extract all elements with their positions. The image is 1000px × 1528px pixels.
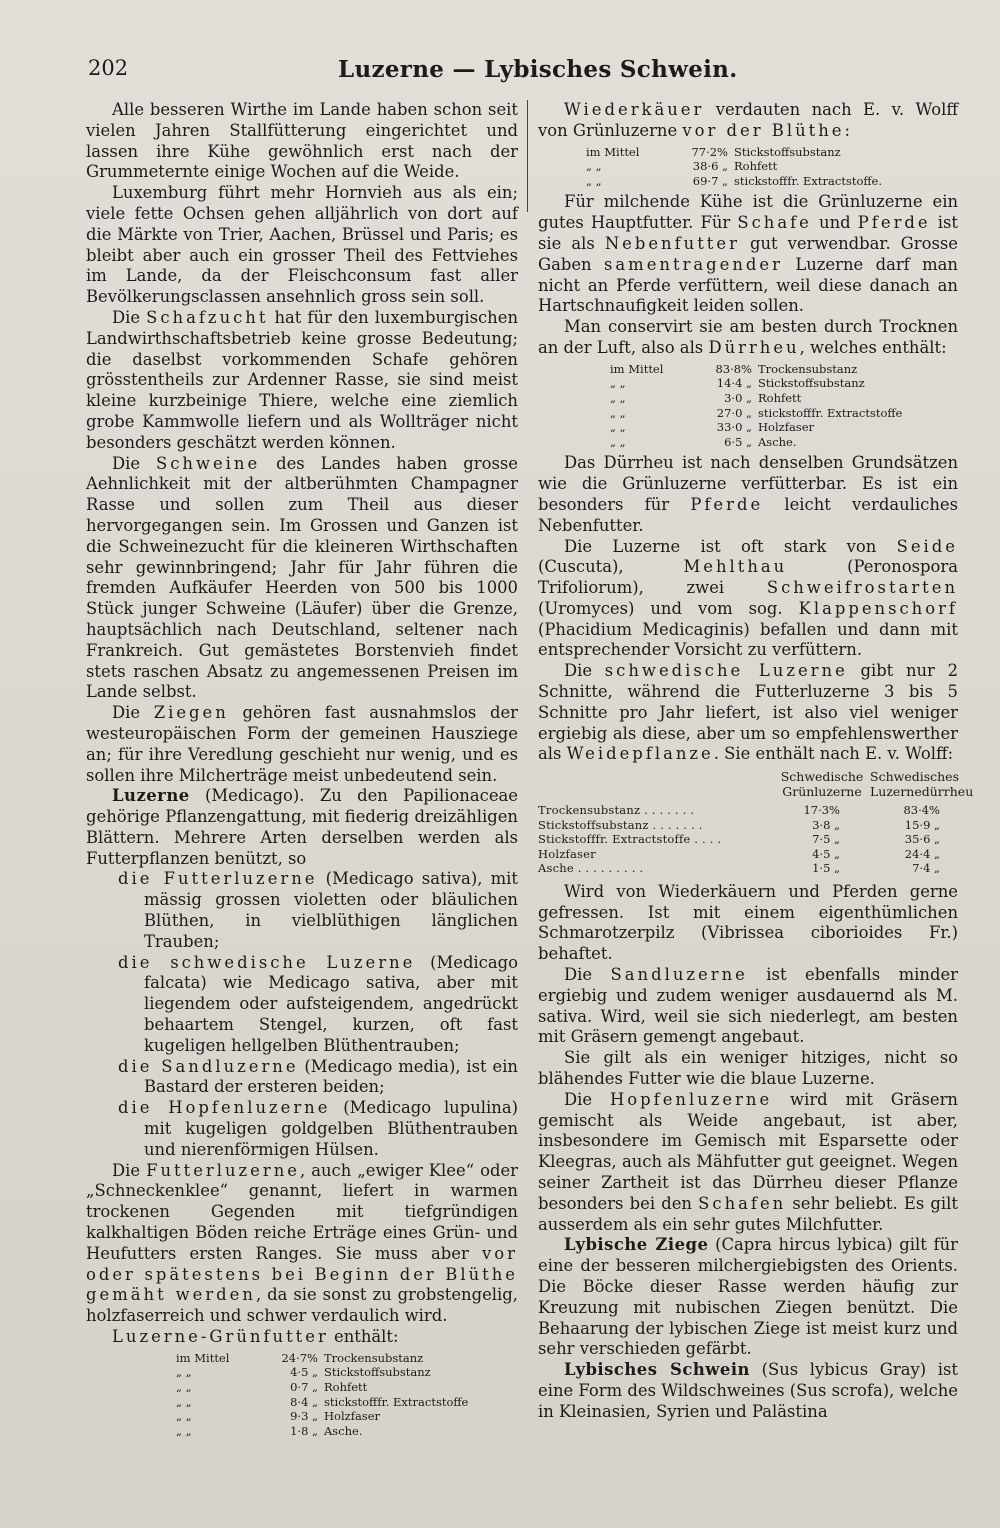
composition-row: „ „ 27·0 „ stickstofffr. Extractstoffe bbox=[610, 405, 903, 420]
paragraph-wiederkaeuer: Wiederkäuer verdauten nach E. v. Wolff von Grünluzerne vor der Blüthe: bbox=[538, 100, 958, 140]
table-row: Trockensubstanz . . . . . . . 17·3% 83·4% bbox=[538, 803, 940, 818]
composition-row: „ „ 8·4 „ stickstofffr. Extractstoffe bbox=[176, 1394, 469, 1409]
composition-row: „ „ 33·0 „ Holzfaser bbox=[610, 420, 815, 435]
running-title: Luzerne — Lybisches Schwein. bbox=[338, 56, 738, 83]
composition-row: im Mittel 77·2% Stickstoffsubstanz bbox=[586, 144, 841, 159]
paragraph-stallfuetterung: Alle besseren Wirthe im Lande haben schon seit vielen Jahren Stallfütterung eingerichtet und lassen ihre Kühe gewöhnlich erst nach der Grummeternte einige Wochen auf die Weide. bbox=[86, 100, 518, 182]
paragraph-wiederkaeuern-gefressen: Wird von Wiederkäuern und Pferden gerne gefressen. Ist mit einem eigenthümlichen Schmarotzerpilz (Vibrissea ciborioides Fr.) behaftet. bbox=[538, 881, 958, 964]
page-number: 202 bbox=[88, 56, 129, 80]
right-column bbox=[538, 100, 974, 1422]
paragraph-duerrheu: Das Dürrheu ist nach denselben Grundsätzen wie die Grünluzerne verfütterbar. Es ist ein besonders für Pferde leicht verdauliches Nebenfutter. bbox=[538, 453, 958, 535]
table-row: Holzfaser 4·5 „ 24·4 „ bbox=[538, 846, 940, 861]
species-sandluzerne: die Sandluzerne (Medicago media), ist ein Bastard der ersteren beiden; bbox=[118, 1056, 518, 1097]
paragraph-sandluzerne: Die Sandluzerne ist ebenfalls minder ergiebig und zudem weniger ausdauernd als M. sativa. Wird, weil sie sich niederlegt, am besten mit Gräsern gemengt angebaut. bbox=[538, 964, 958, 1047]
composition-row: im Mittel 83·8% Trockensubstanz bbox=[610, 361, 858, 376]
composition-row: „ „ 14·4 „ Stickstoffsubstanz bbox=[610, 376, 865, 391]
paragraph-conservirung: Man conservirt sie am besten durch Trocknen an der Luft, also als Dürrheu, welches enthält: bbox=[538, 317, 958, 357]
composition-row: „ „ 69·7 „ stickstofffr. Extractstoffe. bbox=[586, 173, 883, 188]
entry-lybische-ziege: Lybische Ziege (Capra hircus lybica) gilt für eine der besseren milchergiebigsten des Orients. Die Böcke dieser Rasse werden häufig zur Kreuzung mit nubischen Ziegen benützt. Die Behaarung der lybischen Ziege ist meist kurz und sehr verschieden gefärbt. bbox=[538, 1235, 958, 1359]
entry-heading: Luzerne bbox=[112, 786, 190, 806]
composition-row: „ „ 1·8 „ Asche. bbox=[176, 1423, 363, 1438]
composition-table-verdaut bbox=[538, 145, 958, 189]
column-header: Schwedisches Luzernedürrheu bbox=[870, 769, 974, 800]
paragraph-gruenfutter: Luzerne-Grünfutter enthält: bbox=[112, 1327, 399, 1347]
composition-table-duerrheu bbox=[538, 362, 958, 450]
composition-row: „ „ 9·3 „ Holzfaser bbox=[176, 1409, 381, 1424]
paragraph-hopfenluzerne: Die Hopfenluzerne wird mit Gräsern gemischt als Weide angebaut, ist aber, insbesondere im Gemisch mit Esparsette oder Kleegras, auch als Mähfutter gut geeignet. Wegen seiner Zartheit ist das Dürrheu dieser Pflanze besonders bei den Schafen sehr beliebt. Es gilt ausserdem als ein sehr gutes Milchfutter. bbox=[538, 1089, 958, 1234]
table-row: Asche . . . . . . . . . 1·5 „ 7·4 „ bbox=[538, 861, 940, 876]
column-rule bbox=[527, 100, 528, 212]
table-row: Stickstoffsubstanz . . . . . . . 3·8 „ 15·9 „ bbox=[538, 817, 940, 832]
paragraph-schweine: Die Schweine des Landes haben grosse Aehnlichkeit mit der altberühmten Champagner Rasse und sollen zum Theil aus dieser hervorgegangen sein. Im Grossen und Ganzen ist die Schweinezucht für die kleineren Wirthschaften sehr gewinnbringend; Jahr für Jahr führen die fremden Aufkäufer Heerden von 500 bis 1000 Stück junger Schweine (Läufer) über die Grenze, hauptsächlich nach Deutschland, seltener nach Frankreich. Gut gemästetes Borstenvieh findet stets raschen Absatz zu angemessenen Preisen im Lande selbst. bbox=[86, 453, 518, 702]
composition-row: „ „ 4·5 „ Stickstoffsubstanz bbox=[176, 1365, 431, 1380]
composition-row: „ „ 0·7 „ Rohfett bbox=[176, 1380, 368, 1394]
composition-row: „ „ 3·0 „ Rohfett bbox=[610, 390, 802, 405]
paragraph-hornvieh: Luxemburg führt mehr Hornvieh aus als ein; viele fette Ochsen gehen alljährlich von dort auf die Märkte von Trier, Aachen, Brüssel und Paris; es bleibt aber auch ein grosser Theil des Fettviehes im Lande, da der Fleischconsum fast aller Bevölkerungsclassen ansehnlich gross sein soll. bbox=[86, 183, 518, 307]
paragraph-hitziges-futter: Sie gilt als ein weniger hitziges, nicht so blähendes Futter wie die blaue Luzerne. bbox=[538, 1048, 958, 1088]
paragraph-ziegen: Die Ziegen gehören fast ausnahmslos der westeuropäischen Form der gemeinen Hausziege an; für ihre Veredlung geschieht nur wenig, und es sollen ihre Milcherträge meist unbedeutend sein. bbox=[86, 703, 518, 785]
composition-table-gruenfutter bbox=[86, 1351, 518, 1439]
comparison-table bbox=[538, 769, 974, 876]
species-futterluzerne: die Futterluzerne (Medicago sativa), mit mässig grossen violetten oder bläulichen Blüthen, in vielblüthigen länglichen Trauben; bbox=[118, 869, 518, 951]
paragraph-milchende-kuehe: Für milchende Kühe ist die Grünluzerne ein gutes Hauptfutter. Für Schafe und Pferde ist sie als Nebenfutter gut verwendbar. Grosse Gaben samentragender Luzerne darf man nicht an Pferde verfüttern, weil diese danach an Hartschnaufigkeit leiden sollen. bbox=[538, 192, 959, 316]
paragraph-schafzucht: Die Schafzucht hat für den luxemburgischen Landwirthschaftsbetrieb keine grosse Bedeutung; die daselbst vorkommenden Schafe gehören grösstentheils zur Ardenner Rasse, sie sind meist kleine kurzbeinige Thiere, welche eine ziemlich grobe Kammwolle liefern und als Wollträger nicht besonders geschätzt werden können. bbox=[86, 307, 518, 452]
composition-row: „ „ 38·6 „ Rohfett bbox=[586, 159, 778, 174]
left-column bbox=[86, 100, 518, 1442]
entry-heading: Lybisches Schwein bbox=[564, 1360, 750, 1380]
composition-row: „ „ 6·5 „ Asche. bbox=[610, 434, 797, 449]
entry-luzerne: Luzerne (Medicago). Zu den Papilionaceae gehörige Pflanzengattung, mit fiederig dreizähligen Blättern. Mehrere Arten derselben werden als Futterpflanzen benützt, so bbox=[86, 786, 518, 868]
paragraph-krankheiten: Die Luzerne ist oft stark von Seide (Cuscuta), Mehlthau (Peronospora Trifoliorum), zwei Schweifrostarten (Uromyces) und vom sog. Klappenschorf (Phacidium Medicaginis) befallen und dann mit entsprechender Vorsicht zu verfüttern. bbox=[538, 536, 958, 660]
species-hopfenluzerne: die Hopfenluzerne (Medicago lupulina) mit kugeligen goldgelben Blüthentrauben und nierenförmigen Hülsen. bbox=[118, 1098, 518, 1159]
composition-row: im Mittel 24·7% Trockensubstanz bbox=[176, 1350, 424, 1365]
entry-heading: Lybische Ziege bbox=[564, 1235, 709, 1255]
paragraph-schwedische-luzerne: Die schwedische Luzerne gibt nur 2 Schnitte, während die Futterluzerne 3 bis 5 Schnitte pro Jahr liefert, ist also viel weniger ergiebig als diese, aber um so empfehlenswerther als Weidepflanze. Sie enthält nach E. v. Wolff: bbox=[538, 661, 958, 764]
species-schwedische-luzerne: die schwedische Luzerne (Medicago falcata) wie Medicago sativa, aber mit liegendem oder aufsteigendem, angedrückt behaartem Stengel, kurzen, oft fast kugeligen hellgelben Blüthentrauben; bbox=[118, 952, 518, 1055]
paragraph-futterluzerne: Die Futterluzerne, auch „ewiger Klee“ oder „Schneckenklee“ genannt, liefert in warmen trockenen Gegenden mit tiefgründigen kalkhaltigen Böden reiche Erträge eines Grün- und Heufutters ersten Ranges. Sie muss aber vor oder spätestens bei Beginn der Blüthe gemäht werden, da sie sonst zu grobstengelig, holzfaserreich und schwer verdaulich wird. bbox=[86, 1160, 518, 1326]
comparison-table-header bbox=[538, 769, 974, 800]
column-header: Schwedische Grünluzerne bbox=[780, 769, 864, 800]
page-header bbox=[88, 56, 940, 90]
entry-lybisches-schwein: Lybisches Schwein (Sus lybicus Gray) ist eine Form des Wildschweines (Sus scrofa), welche in Kleinasien, Syrien und Palästina bbox=[538, 1360, 958, 1421]
table-row: Stickstofffr. Extractstoffe . . . . 7·5 „ 35·6 „ bbox=[538, 832, 940, 847]
